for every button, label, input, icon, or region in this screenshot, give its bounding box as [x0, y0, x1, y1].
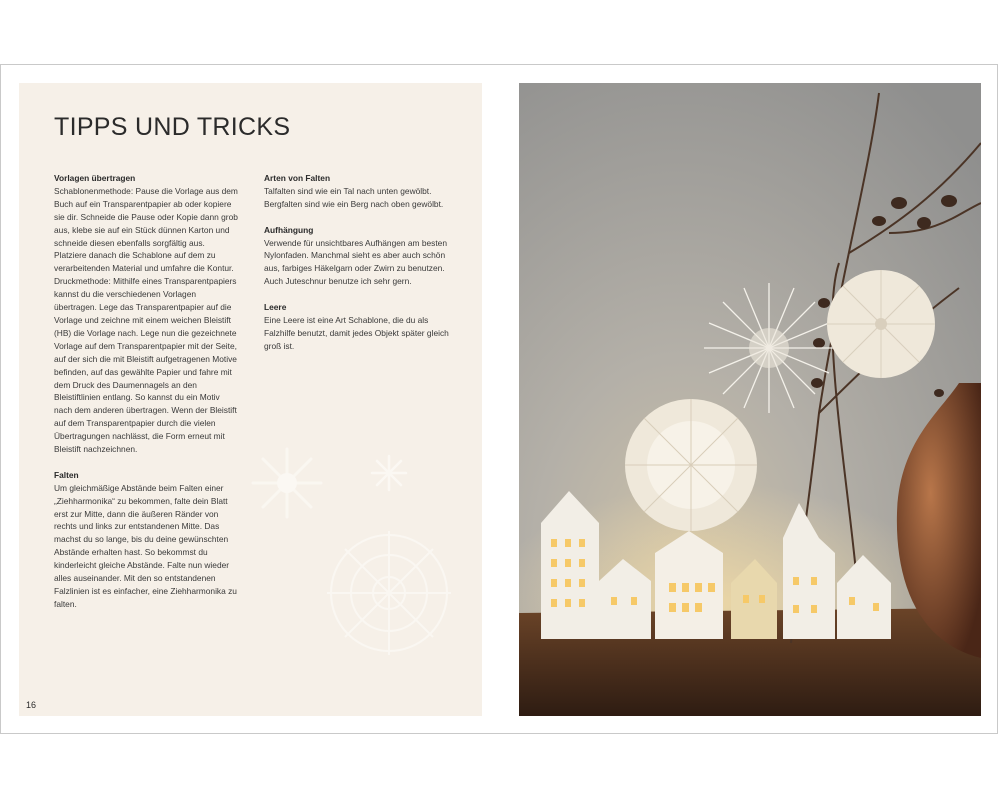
paper-fan-rosette-icon: [827, 270, 935, 378]
section-heading-aufhaengung: Aufhängung: [264, 224, 314, 235]
book-spread: [0, 64, 998, 734]
section-heading-arten-von-falten: Arten von Falten: [264, 173, 331, 183]
decoration-photo: [519, 83, 981, 716]
paragraph-aufhaengung: Verwende für unsichtbares Aufhängen am besten Nylonfaden. Manchmal sieht es aber auch schön aus, farbiges Häkelgarn oder Zwirn zu benutzen. Auch Juteschnur benutze ich sehr gern.: [264, 237, 447, 287]
paper-flower-rosette-icon: [625, 399, 757, 531]
section-heading-falten: Falten: [54, 469, 79, 480]
text-column-left: [54, 172, 239, 611]
photo-illustration: [519, 83, 981, 716]
section-heading-vorlagen: Vorlagen übertragen: [54, 173, 136, 183]
text-column-right: [264, 172, 449, 353]
page-number: 16: [26, 700, 37, 710]
page-title: TIPPS UND TRICKS: [54, 113, 291, 141]
snowflake-watermark-icon: [247, 443, 327, 523]
section-heading-leere: Leere: [264, 302, 287, 313]
paragraph-leere: Eine Leere ist eine Art Schablone, die du als Falzhilfe benutzt, damit jedes Objekt später gleich groß ist.: [264, 314, 449, 351]
text-page: [19, 83, 482, 716]
snowflake-watermark-small-icon: [369, 453, 409, 493]
paragraph-arten-von-falten: Talfalten sind wie ein Tal nach unten gewölbt. Bergfalten sind wie ein Berg nach oben gewölbt.: [264, 185, 444, 209]
paragraph-falten: Um gleichmäßige Abstände beim Falten einer „Ziehharmonika“ zu bekommen, falte dein Blatt erst zur Mitte, dann die äußeren Ränder von rechts und links zur entstandenen Mitte. Das machst du so lange, bis du deine gewünschten Abstände erhalten hast. So bekommst du kinderleicht gleiche Abstände. Falte nun wieder alles auseinander. Mit den so entstandenen Falzlinien ist es einfacher, eine Ziehharmonika zu falten.: [54, 482, 237, 609]
paragraph-druckmethode: Druckmethode: Mithilfe eines Transparentpapiers kannst du die verschiedenen Vorlagen übertragen. Lege das Transparentpapier auf die Vorlage und zeichne mit einem weichen Bleistift (HB) die Vorlage nach. Lege nun die gezeichnete Vorlage auf dem Transparentpapier mit der Seite, auf der sich die mit Bleistift aufgetragenen Motive befinden, auf das gewählte Papier und fahre mit dem Druck des Daumennagels an den Bleistiftlinien entlang. So kannst du ein Motiv nach dem anderen übertragen. Wenn der Bleistift auf dem Transparentpapier durch die vielen Übertragungen nachlässt, die Form erneut mit Bleistift nachzeichnen.: [54, 276, 237, 455]
paper-star-watermark-icon: [319, 523, 459, 663]
paragraph-schablonenmethode: Schablonenmethode: Pause die Vorlage aus dem Buch auf ein Transparentpapier ab oder kopiere sie dir. Schneide die Pause oder Kopie dann grob aus, klebe sie auf ein Stück dünnen Karton und schneide diesen ebenfalls sorgfältig aus. Platziere danach die Schablone auf dem zu verarbeitenden Material und umfahre die Kontur.: [54, 185, 238, 274]
